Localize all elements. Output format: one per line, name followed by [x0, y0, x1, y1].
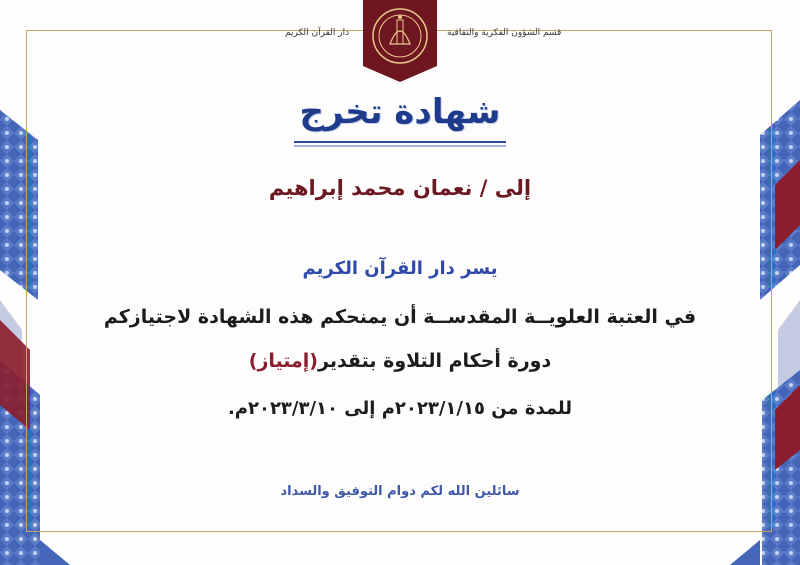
- header-left-text: دار القرآن الكريم: [285, 28, 350, 38]
- title-underline: [294, 141, 506, 147]
- award-line: في العتبة العلويــة المقدســة أن يمنحكم هذه الشهادة لاجتيازكم: [103, 306, 697, 328]
- closing-line: سائلين الله لكم دوام التوفيق والسداد: [280, 484, 520, 499]
- issuer-line: يسر دار القرآن الكريم: [302, 258, 498, 279]
- certificate-title: شهادة تخرج: [299, 92, 501, 132]
- recipient-name: إلى / نعمان محمد إبراهيم: [268, 176, 532, 200]
- grade-text: (إمتياز): [248, 350, 318, 372]
- course-line: [0, 350, 800, 372]
- emblem: [363, 0, 437, 82]
- header-right-text: قسم الشؤون الفكرية والثقافية: [447, 28, 562, 38]
- period-line: للمدة من ٢٠٢٣/١/١٥م إلى ٢٠٢٣/٣/١٠م.: [227, 398, 573, 419]
- course-text: دورة أحكام التلاوة بتقدير: [318, 350, 552, 372]
